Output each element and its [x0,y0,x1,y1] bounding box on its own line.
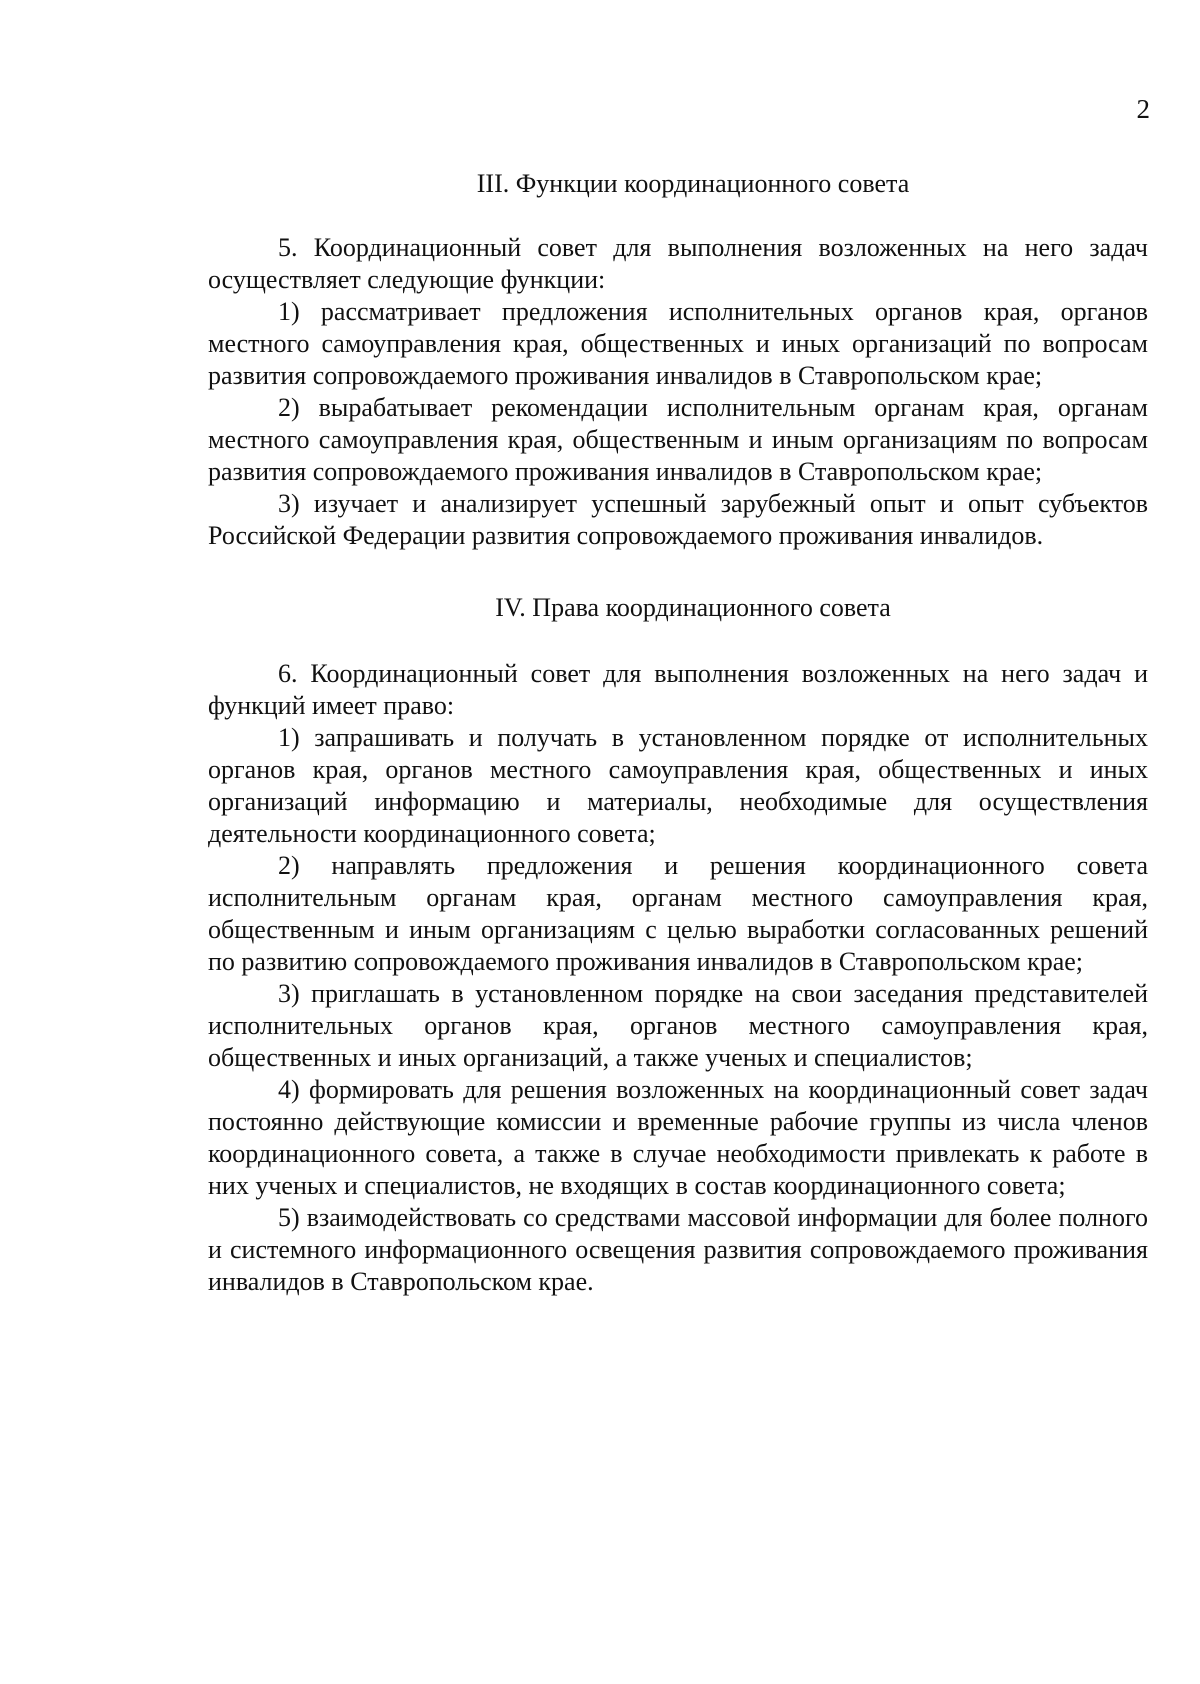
paragraph: 2) направлять предложения и решения координационного совета исполнительным органам края, органам местного самоуправления края, общественным и иным организациям с целью выработки согласованных решений по развитию сопровождаемого проживания инвалидов в Ставропольском крае; [208,851,1148,976]
section-heading-functions: III. Функции координационного совета [476,169,910,198]
paragraph: 1) запрашивать и получать в установленном порядке от исполнительных органов края, органов местного самоуправления края, общественных и иных организаций информацию и материалы, необходимые для осуществления деятельности координационного совета; [208,723,1148,848]
section-heading-rights: IV. Права координационного совета [495,593,891,622]
section-rights [208,658,1148,1298]
paragraph: 4) формировать для решения возложенных на координационный совет задач постоянно действующие комиссии и временные рабочие группы из числа членов координационного совета, а также в случае необходимости привлекать к работе в них ученых и специалистов, не входящих в состав координационного совета; [208,1075,1148,1200]
page-number: 2 [1136,94,1150,124]
document-body [208,168,1148,1298]
paragraph: 5) взаимодействовать со средствами массовой информации для более полного и системного информационного освещения развития сопровождаемого проживания инвалидов в Ставропольском крае. [208,1203,1148,1296]
paragraph: 3) приглашать в установленном порядке на свои заседания представителей исполнительных органов края, органов местного самоуправления края, общественных и иных организаций, а также ученых и специалистов; [208,979,1148,1072]
paragraph: 1) рассматривает предложения исполнительных органов края, органов местного самоуправления края, общественных и иных организаций по вопросам развития сопровождаемого проживания инвалидов в Ставропольском крае; [208,297,1148,390]
paragraph: 3) изучает и анализирует успешный зарубежный опыт и опыт субъектов Российской Федерации развития сопровождаемого проживания инвалидов. [208,489,1148,550]
section-functions [208,232,1148,552]
paragraph: 6. Координационный совет для выполнения возложенных на него задач и функций имеет право: [208,659,1148,720]
paragraph: 5. Координационный совет для выполнения возложенных на него задач осуществляет следующие функции: [208,233,1148,294]
paragraph: 2) вырабатывает рекомендации исполнительным органам края, органам местного самоуправления края, общественным и иным организациям по вопросам развития сопровождаемого проживания инвалидов в Ставропольском крае; [208,393,1148,486]
